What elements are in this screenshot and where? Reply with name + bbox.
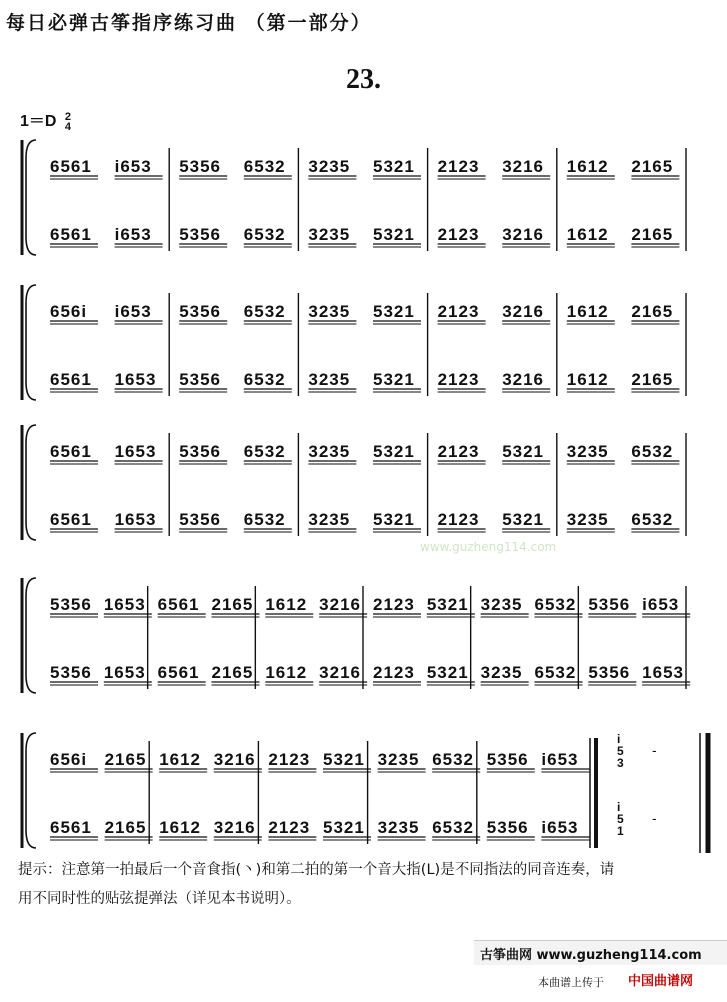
note-group-upper: 2165 [631, 157, 674, 176]
note-group-lower: 3235 [566, 510, 609, 529]
note-group-lower: 6561 [50, 370, 92, 389]
hint-line-1: 提示：注意第一拍最后一个音食指(丶)和第二拍的第一个音大指(L)是不同指法的同音连奏，请 [18, 862, 615, 878]
final-chord-lower: 1 [617, 824, 624, 838]
note-group-upper: 5321 [426, 595, 469, 614]
note-group-lower: 6561 [50, 818, 92, 837]
note-group-upper: 5321 [502, 442, 545, 461]
note-group-upper: 2165 [104, 750, 147, 769]
note-group-upper: 3235 [566, 442, 609, 461]
note-group-lower: 1612 [265, 663, 308, 682]
note-group-upper: 3235 [377, 750, 420, 769]
note-group-upper: 6561 [50, 442, 92, 461]
note-group-lower: 6532 [432, 818, 475, 837]
note-group-upper: 1653 [114, 442, 157, 461]
system-brace [26, 140, 36, 255]
note-group-upper: 5356 [179, 442, 222, 461]
note-group-upper: 1612 [566, 302, 609, 321]
note-group-lower: 5321 [323, 818, 365, 837]
final-dash: - [652, 742, 657, 758]
note-group-lower: 5321 [373, 225, 415, 244]
note-group-upper: 5321 [373, 302, 415, 321]
note-group-upper: 2123 [437, 157, 480, 176]
note-group-lower: 2165 [631, 370, 674, 389]
note-group-upper: 5356 [50, 595, 92, 614]
note-group-lower: 2165 [211, 663, 254, 682]
note-group-upper: 3216 [213, 750, 256, 769]
note-group-upper: 1612 [265, 595, 308, 614]
footer-upload-text: 本曲谱上传于 [538, 976, 604, 989]
system-brace [26, 733, 36, 848]
note-group-upper: 6561 [157, 595, 200, 614]
note-group-lower: 5321 [373, 510, 415, 529]
note-group-lower: 5321 [426, 663, 469, 682]
note-group-upper: 3235 [308, 157, 351, 176]
note-group-upper: 2123 [268, 750, 311, 769]
hint-text [18, 856, 718, 914]
note-group-upper: 6532 [243, 157, 286, 176]
note-group-upper: 5321 [323, 750, 365, 769]
note-group-upper: 6532 [534, 595, 577, 614]
note-group-upper: 5356 [179, 302, 222, 321]
note-group-lower: 6532 [243, 225, 286, 244]
footer-site[interactable]: 古筝曲网 www.guzheng114.com [480, 948, 702, 963]
note-group-lower: 2123 [373, 663, 415, 682]
note-group-lower: 3216 [502, 225, 545, 244]
note-group-lower: 6532 [243, 510, 286, 529]
final-chord-upper: i [617, 732, 621, 746]
note-group-lower: 6561 [50, 510, 92, 529]
note-group-upper: 3216 [502, 302, 545, 321]
final-chord-lower: i [617, 800, 621, 814]
note-group-upper: 3216 [319, 595, 361, 614]
note-group-upper: 6561 [50, 157, 92, 176]
note-group-upper: 656i [50, 750, 88, 769]
system-brace [26, 285, 36, 400]
final-chord-upper: 5 [617, 744, 624, 758]
footer-logo[interactable]: 中国曲谱网 [628, 974, 694, 989]
note-group-upper: 3216 [502, 157, 545, 176]
page-title: 每日必弹古筝指序练习曲 （第一部分） [6, 12, 372, 34]
note-group-lower: 1653 [103, 663, 146, 682]
note-group-upper: 2165 [211, 595, 254, 614]
note-group-upper: 6532 [631, 442, 674, 461]
note-group-upper: i653 [642, 595, 680, 614]
note-group-lower: 3235 [480, 663, 523, 682]
note-group-lower: 5356 [179, 510, 222, 529]
note-group-lower: i653 [114, 225, 152, 244]
note-group-upper: 2123 [373, 595, 415, 614]
note-group-lower: 2123 [437, 225, 480, 244]
hint-line-2: 用不同时性的贴弦提弹法（详见本书说明）。 [18, 891, 301, 907]
note-group-upper: 6532 [243, 302, 286, 321]
note-group-lower: 2123 [437, 510, 480, 529]
note-group-upper: 2165 [631, 302, 674, 321]
final-chord-lower: 5 [617, 812, 624, 826]
note-group-lower: 2165 [631, 225, 674, 244]
final-chord-upper: 3 [617, 756, 624, 770]
note-group-lower: 6561 [50, 225, 92, 244]
note-group-upper: 3235 [480, 595, 523, 614]
note-group-lower: 2123 [268, 818, 311, 837]
note-group-lower: 6561 [157, 663, 200, 682]
note-group-lower: 5356 [179, 225, 222, 244]
note-group-lower: 5356 [50, 663, 92, 682]
system-brace [26, 425, 36, 540]
note-group-lower: 1653 [114, 370, 157, 389]
note-group-lower: 3216 [213, 818, 256, 837]
note-group-lower: 5356 [179, 370, 222, 389]
note-group-upper: 5321 [373, 157, 415, 176]
note-group-upper: 5356 [588, 595, 631, 614]
time-sig-bottom: 4 [64, 120, 72, 133]
note-group-upper: i653 [541, 750, 579, 769]
final-dash: - [652, 810, 657, 826]
note-group-lower: 6532 [631, 510, 674, 529]
note-group-lower: 1612 [159, 818, 202, 837]
note-group-upper: 5321 [373, 442, 415, 461]
note-group-upper: 2123 [437, 302, 480, 321]
note-group-lower: 3235 [308, 225, 351, 244]
note-group-lower: 1612 [566, 370, 609, 389]
note-group-lower: 3235 [308, 370, 351, 389]
note-group-lower: 1653 [642, 663, 684, 682]
time-sig-top: 2 [64, 110, 72, 123]
note-group-lower: 6532 [243, 370, 286, 389]
note-group-upper: 3235 [308, 442, 351, 461]
note-group-lower: 3235 [377, 818, 420, 837]
note-group-upper: 3235 [308, 302, 351, 321]
note-group-lower: 3235 [308, 510, 351, 529]
note-group-upper: 5356 [179, 157, 222, 176]
note-group-lower: 3216 [319, 663, 361, 682]
note-group-upper: 2123 [437, 442, 480, 461]
note-group-lower: 5356 [588, 663, 631, 682]
note-group-lower: 6532 [534, 663, 577, 682]
note-group-upper: i653 [114, 302, 152, 321]
note-group-lower: i653 [541, 818, 579, 837]
note-group-lower: 5321 [373, 370, 415, 389]
note-group-lower: 5356 [486, 818, 529, 837]
note-group-upper: i653 [114, 157, 152, 176]
note-group-upper: 6532 [243, 442, 286, 461]
note-group-lower: 3216 [502, 370, 545, 389]
note-group-upper: 5356 [486, 750, 529, 769]
key-label: 1＝D [20, 113, 57, 130]
piece-number: 23. [346, 64, 381, 95]
note-group-lower: 1612 [566, 225, 609, 244]
note-group-upper: 1653 [103, 595, 146, 614]
note-group-lower: 5321 [502, 510, 545, 529]
system-brace [26, 578, 36, 693]
note-group-lower: 1653 [114, 510, 157, 529]
note-group-upper: 656i [50, 302, 88, 321]
note-group-upper: 6532 [432, 750, 475, 769]
note-group-upper: 1612 [566, 157, 609, 176]
note-group-lower: 2165 [104, 818, 147, 837]
note-group-lower: 2123 [437, 370, 480, 389]
watermark: www.guzheng114.com [420, 540, 557, 554]
note-group-upper: 1612 [159, 750, 202, 769]
